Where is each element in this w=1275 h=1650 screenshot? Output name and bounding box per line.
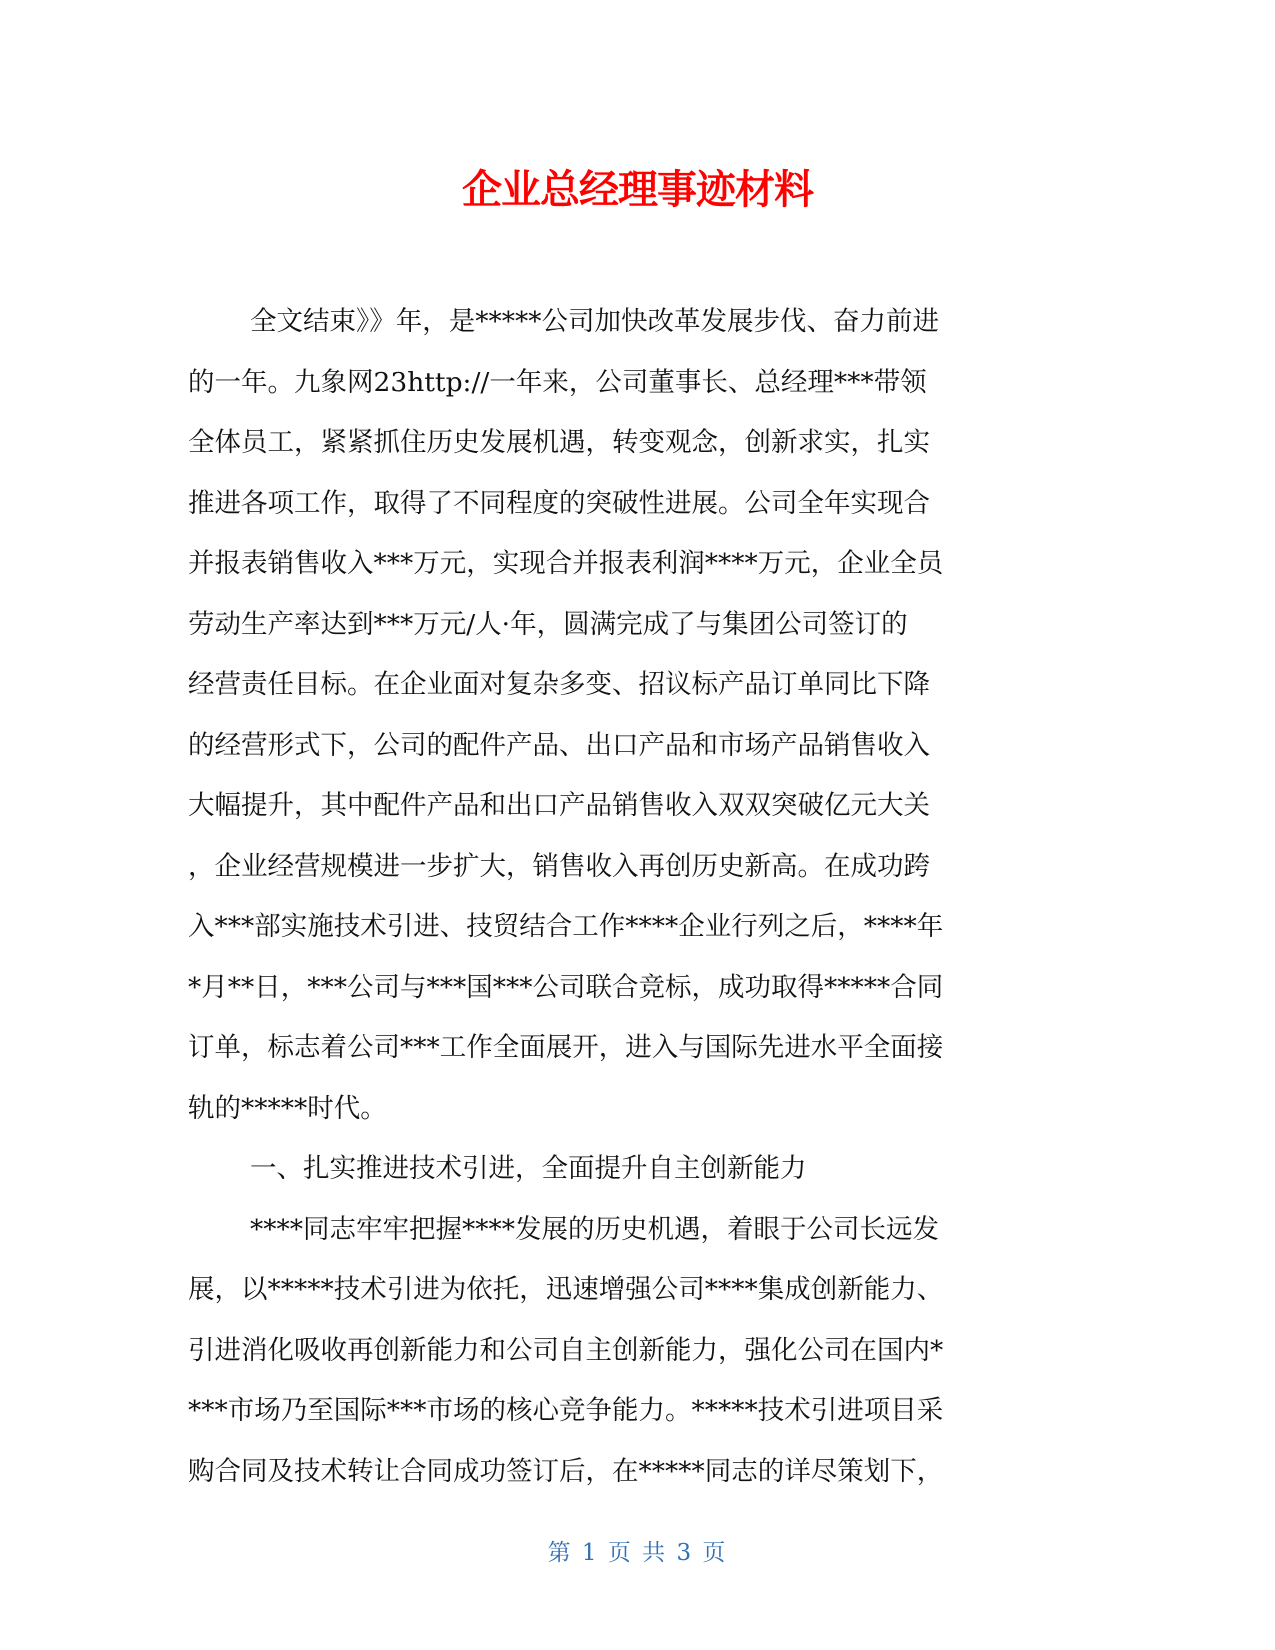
paragraph-line: 购合同及技术转让合同成功签订后，在*****同志的详尽策划下，: [188, 1455, 944, 1487]
paragraph-line: 劳动生产率达到***万元/人·年，圆满完成了与集团公司签订的: [188, 608, 908, 640]
paragraph-line: 大幅提升，其中配件产品和出口产品销售收入双双突破亿元大关: [188, 790, 930, 821]
paragraph-line: 全体员工，紧紧抓住历史发展机遇，转变观念，创新求实，扎实: [188, 427, 930, 458]
page-number-footer: 第 1 页 共 3 页: [547, 1540, 728, 1566]
paragraph-line: 入***部实施技术引进、技贸结合工作****企业行列之后，****年: [188, 911, 944, 942]
document-title: 企业总经理事迹材料: [462, 167, 813, 213]
paragraph-line: *月**日，***公司与***国***公司联合竞标，成功取得*****合同: [188, 971, 944, 1003]
document-body: [188, 292, 1088, 1502]
paragraph-line: 经营责任目标。在企业面对复杂多变、招议标产品订单同比下降: [188, 669, 930, 700]
paragraph-line: 的经营形式下，公司的配件产品、出口产品和市场产品销售收入: [188, 729, 930, 761]
section-heading: 一、扎实推进技术引进，全面提升自主创新能力: [250, 1153, 807, 1184]
paragraph-line: 全文结束》》年，是*****公司加快改革发展步伐、奋力前进: [250, 306, 939, 337]
paragraph-line: 轨的*****时代。: [188, 1092, 387, 1124]
paragraph-line: 并报表销售收入***万元，实现合并报表利润****万元，企业全员: [188, 548, 944, 579]
paragraph-line: 引进消化吸收再创新能力和公司自主创新能力，强化公司在国内*: [188, 1334, 944, 1366]
paragraph-line: 的一年。九象网23http://一年来，公司董事长、总经理***带领: [188, 366, 927, 398]
paragraph-line: ***市场乃至国际***市场的核心竞争能力。*****技术引进项目采: [188, 1395, 944, 1426]
paragraph-line: 订单，标志着公司***工作全面展开，进入与国际先进水平全面接: [188, 1032, 944, 1063]
paragraph-line: ****同志牢牢把握****发展的历史机遇，着眼于公司长远发: [250, 1213, 939, 1245]
paragraph-line: 展，以*****技术引进为依托，迅速增强公司****集成创新能力、: [188, 1274, 944, 1305]
paragraph-line: 推进各项工作，取得了不同程度的突破性进展。公司全年实现合: [188, 487, 930, 519]
paragraph-line: ，企业经营规模进一步扩大，销售收入再创历史新高。在成功跨: [188, 850, 930, 882]
